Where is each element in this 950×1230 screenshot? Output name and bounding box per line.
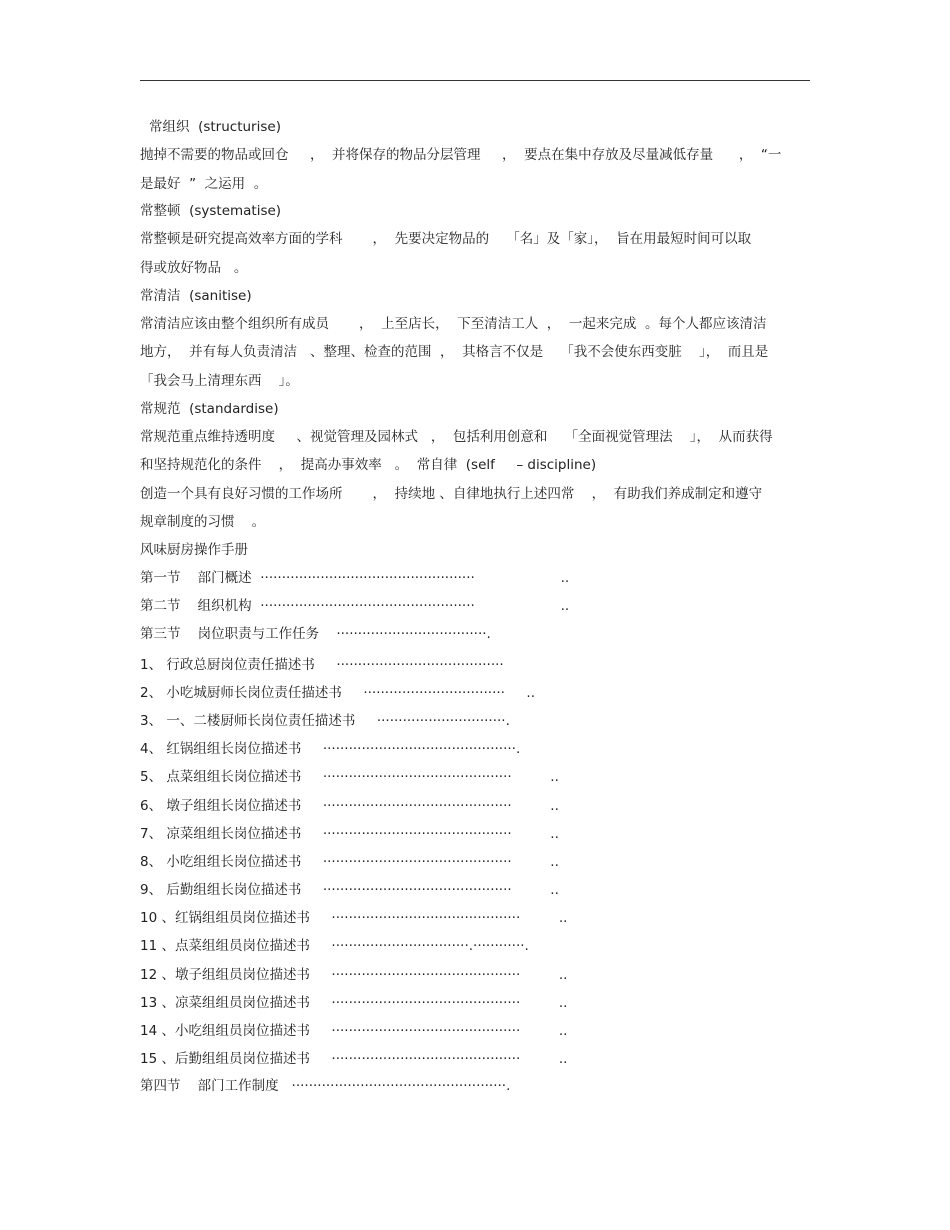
- toc-item: 5、 点菜组组长岗位描述书 ············································ ..: [140, 769, 559, 785]
- paragraph-line: 抛掉不需要的物品或回仓 ， 并将保存的物品分层管理 ， 要点在集中存放及尽量减低存量 ， “一: [140, 147, 782, 163]
- toc-item: 7、 凉菜组组长岗位描述书 ············································ ..: [140, 826, 559, 842]
- toc-item: 第三节 岗位职责与工作任务 ···································.: [140, 626, 491, 642]
- paragraph-line: 和坚持规范化的条件 ， 提高办事效率 。 常自律 (self – discipline): [140, 457, 597, 473]
- toc-item: 6、 墩子组组长岗位描述书 ············································ ..: [140, 798, 559, 814]
- manual-title: 风味厨房操作手册: [140, 542, 248, 558]
- toc-item: 2、 小吃城厨师长岗位责任描述书 ································· ..: [140, 685, 535, 701]
- paragraph-line: 常规范重点维持透明度 、视觉管理及园林式 ， 包括利用创意和 「全面视觉管理法 」， 从而获得: [140, 429, 773, 445]
- toc-item: 10 、红锅组组员岗位描述书 ············································ ..: [140, 910, 568, 926]
- toc-item: 14 、小吃组组员岗位描述书 ············································ ..: [140, 1023, 568, 1039]
- header-rule: [140, 80, 810, 81]
- toc-item: 3、 一、二楼厨师长岗位责任描述书 ······························.: [140, 713, 510, 729]
- paragraph-line: 创造一个具有良好习惯的工作场所 ， 持续地 、自律地执行上述四常 ， 有助我们养成制定和遵守: [140, 486, 763, 502]
- paragraph-line: 常清洁应该由整个组织所有成员 ， 上至店长， 下至清洁工人 ， 一起来完成 。每个人都应该清洁: [140, 316, 767, 332]
- toc-item: 1、 行政总厨岗位责任描述书 ·······································: [140, 657, 504, 673]
- toc-item: 8、 小吃组组长岗位描述书 ············································ ..: [140, 854, 559, 870]
- toc-item: 4、 红锅组组长岗位描述书 ·············································.: [140, 741, 521, 757]
- toc-item: 第一节 部门概述 ·················································· ..: [140, 570, 570, 586]
- paragraph-line: 得或放好物品 。: [140, 260, 248, 276]
- toc-item: 13 、凉菜组组员岗位描述书 ············································ ..: [140, 995, 568, 1011]
- heading-structurise: 常组织 (structurise): [149, 119, 281, 135]
- paragraph-line: 常整顿是研究提高效率方面的学科 ， 先要决定物品的 「名」及「家」， 旨在用最短时间可以取: [140, 231, 752, 247]
- paragraph-line: 是最好 ” 之运用 。: [140, 176, 268, 192]
- toc-item: 11 、点菜组组员岗位描述书 ································.············.: [140, 938, 529, 954]
- toc-item: 第四节 部门工作制度 ··················································.: [140, 1078, 511, 1094]
- heading-sanitise: 常清洁 (sanitise): [140, 288, 252, 304]
- toc-item: 第二节 组织机构 ·················································· ..: [140, 598, 570, 614]
- heading-systematise: 常整顿 (systematise): [140, 203, 282, 219]
- paragraph-line: 「我会马上清理东西 」。: [140, 373, 299, 389]
- toc-item: 9、 后勤组组长岗位描述书 ············································ ..: [140, 882, 559, 898]
- toc-item: 12 、墩子组组员岗位描述书 ············································ ..: [140, 967, 568, 983]
- toc-item: 15 、后勤组组员岗位描述书 ············································ ..: [140, 1051, 568, 1067]
- heading-standardise: 常规范 (standardise): [140, 401, 279, 417]
- paragraph-line: 地方， 并有每人负责清洁 、整理、检查的范围 ， 其格言不仅是 「我不会使东西变脏 」， 而且是: [140, 344, 769, 360]
- paragraph-line: 规章制度的习惯 。: [140, 514, 266, 530]
